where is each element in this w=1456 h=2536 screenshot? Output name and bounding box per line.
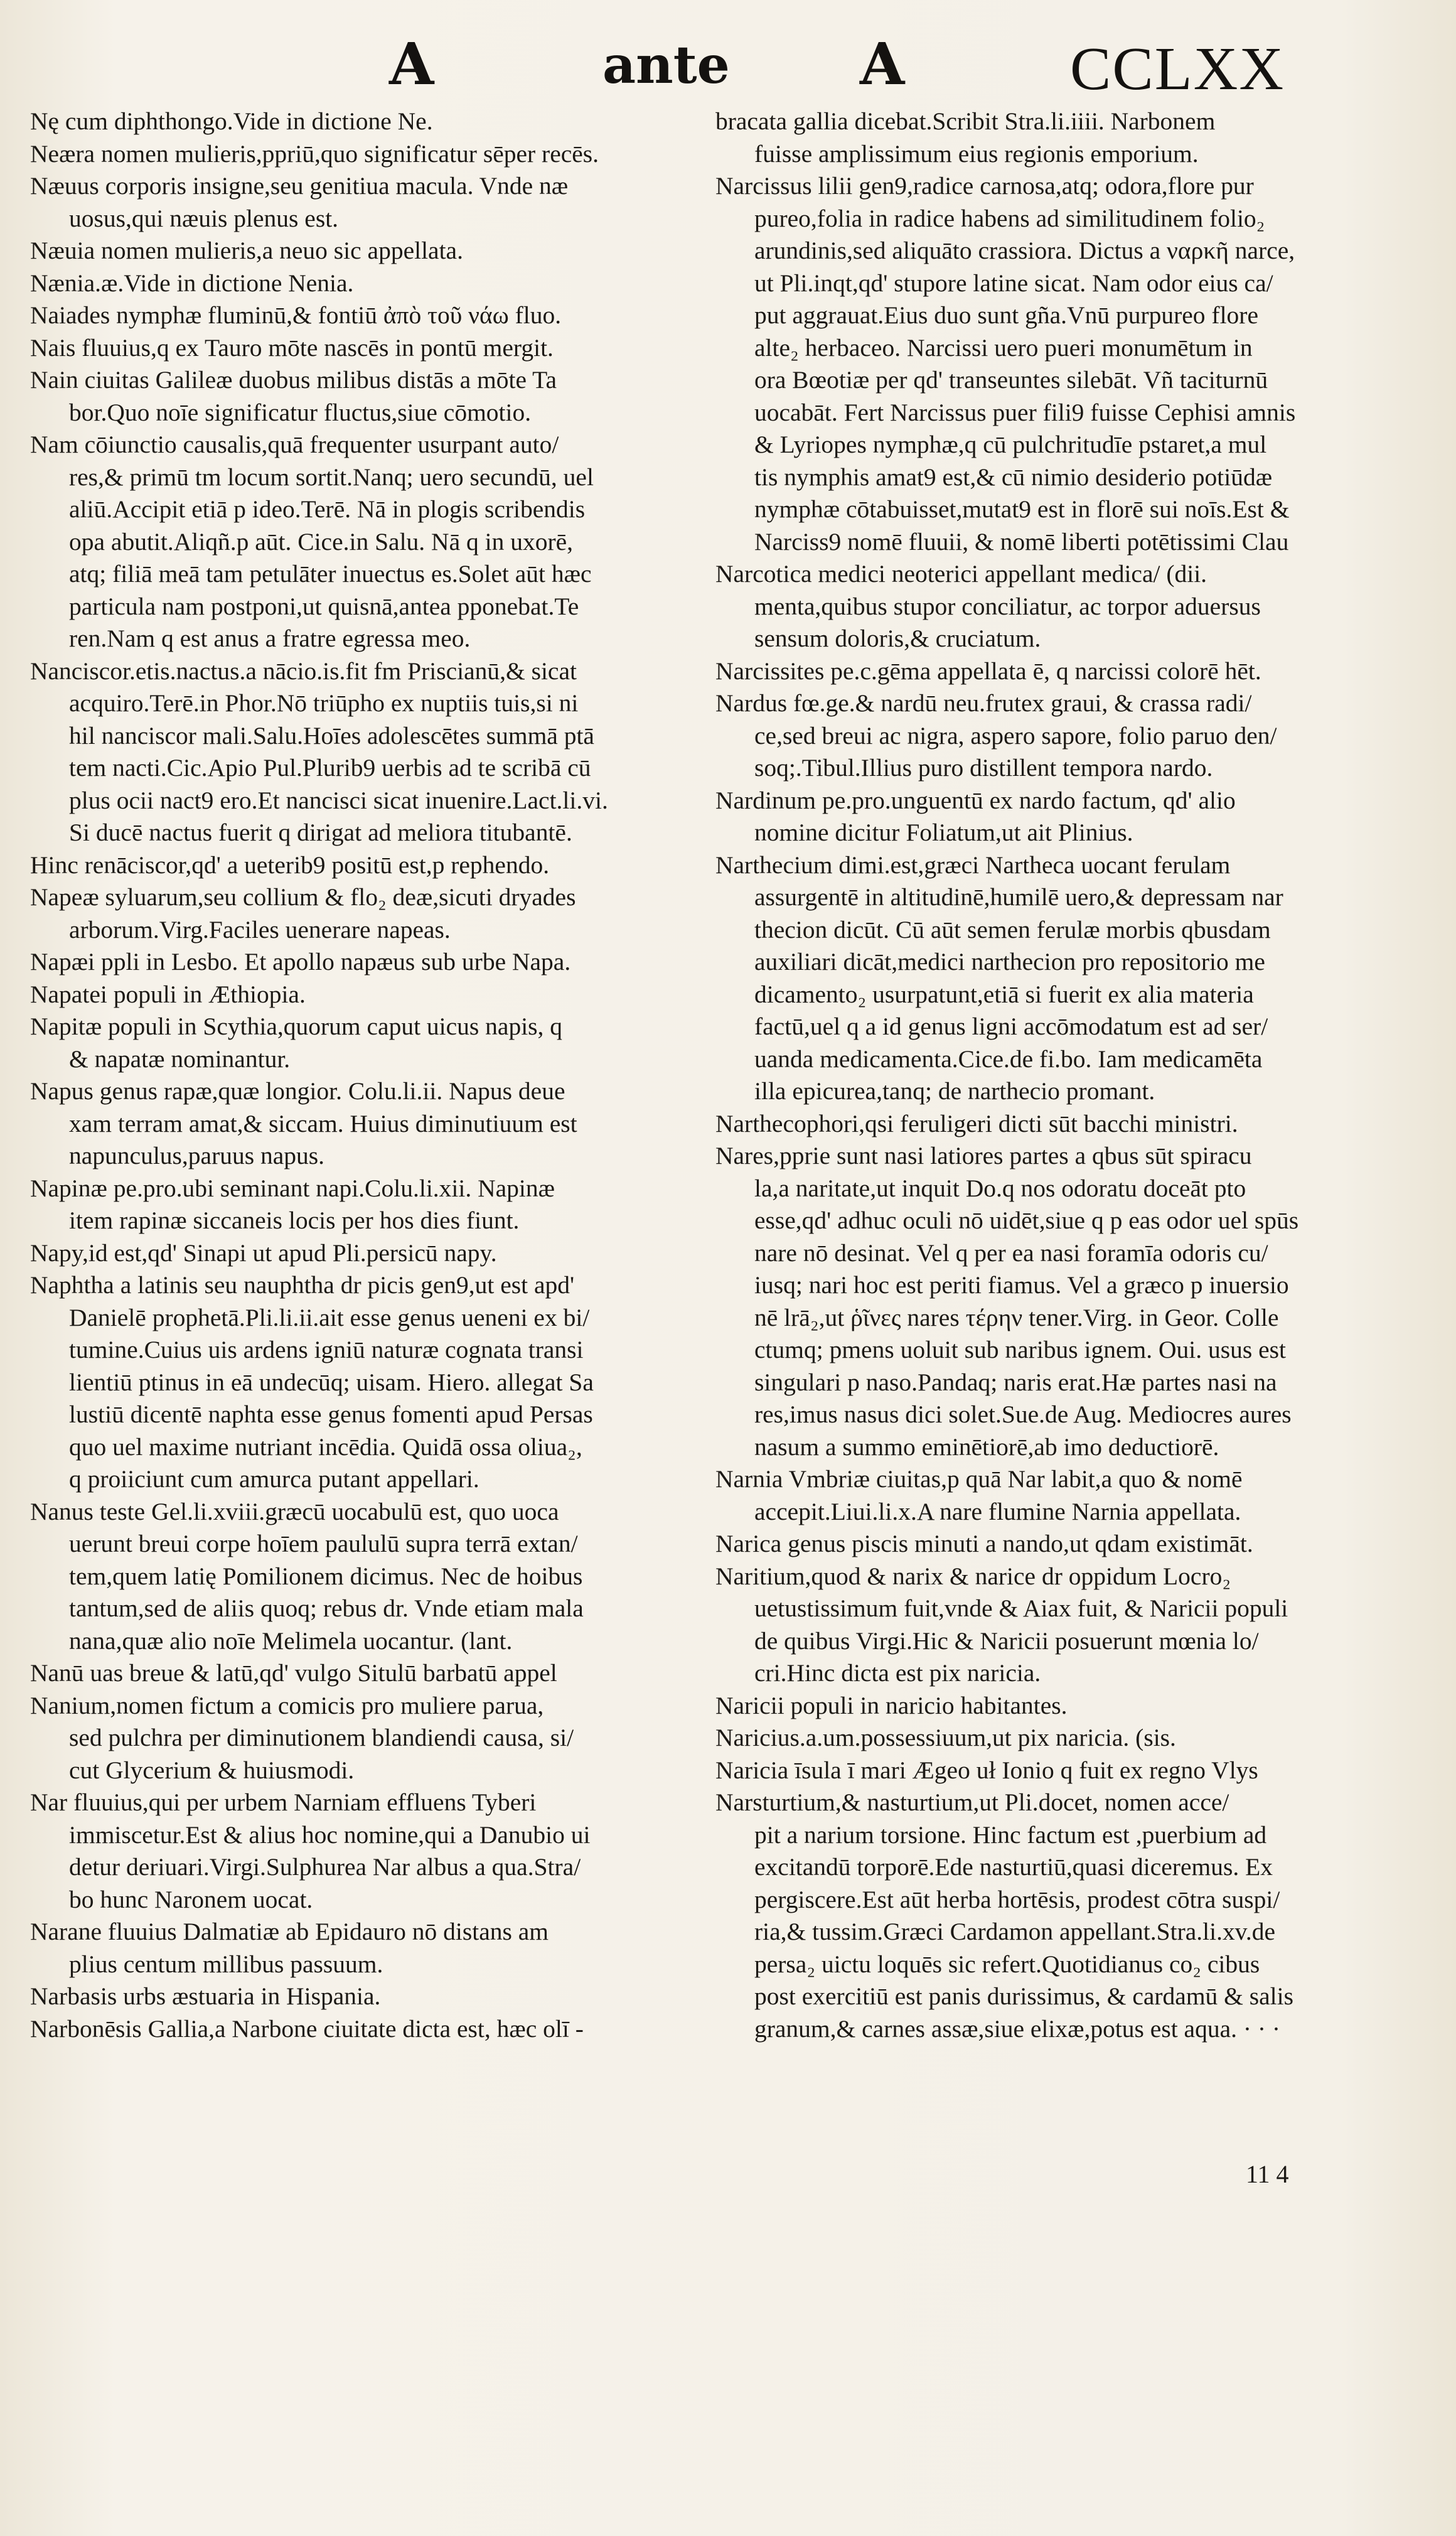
entry-line: Napus genus rapæ,quæ longior. Colu.li.ii. Napus deue xyxy=(30,1077,565,1105)
dictionary-entry xyxy=(715,1690,1387,1722)
entry-line: Narica genus piscis minuti a nando,ut qdam existimāt. xyxy=(715,1530,1253,1557)
entry-line: Nænia.æ.Vide in dictione Nenia. xyxy=(30,269,354,297)
entry-line: Napatei populi in Æthiopia. xyxy=(30,980,306,1008)
entry-line: de quibus Virgi.Hic & Naricii posuerunt mœnia lo/ xyxy=(754,1626,1259,1655)
folio-number: CCLXX xyxy=(1070,35,1285,103)
entry-line: Næuus corporis insigne,seu genitiua macula. Vnde næ xyxy=(30,172,569,200)
entry-line: xam terram amat,& siccam. Huius diminutiuum est xyxy=(69,1109,577,1137)
entry-line: plius centum millibus passuum. xyxy=(69,1950,383,1978)
entry-line: sensum doloris,& cruciatum. xyxy=(754,625,1041,652)
dictionary-entry xyxy=(715,558,1387,655)
entry-line: pit a narium torsione. Hinc factum est ,puerbium ad xyxy=(754,1820,1267,1849)
entry-line: cut Glycerium & huiusmodi. xyxy=(69,1756,355,1784)
dictionary-entry xyxy=(30,429,702,655)
entry-line: & napatæ nominantur. xyxy=(69,1045,291,1073)
entry-line: post exercitiū est panis durissimus, & cardamū & salis xyxy=(754,1982,1293,2010)
dictionary-entry xyxy=(715,105,1387,170)
entry-line: Naricii populi in naricio habitantes. xyxy=(715,1691,1068,1719)
entry-line: lustiū dicentē naphta esse genus fomenti apud Persas xyxy=(69,1400,593,1428)
entry-line: fuisse amplissimum eius regionis emporium. xyxy=(754,139,1199,168)
entry-line: tumine.Cuius uis ardens igniū naturæ cognata transi xyxy=(69,1336,584,1363)
dictionary-entry xyxy=(30,1657,702,1690)
dictionary-entry xyxy=(30,364,702,429)
dictionary-entry xyxy=(30,105,702,138)
entry-line: auxiliari dicāt,medici narthecion pro repositorio me xyxy=(754,948,1265,975)
entry-line: ria,& tussim.Græci Cardamon appellant.Stra.li.xv.de xyxy=(754,1918,1276,1945)
entry-line: immiscetur.Est & alius hoc nomine,qui a Danubio ui xyxy=(69,1820,591,1849)
entry-line: Narsturtium,& nasturtium,ut Pli.docet, nomen acce/ xyxy=(715,1788,1229,1816)
dictionary-entry xyxy=(30,1786,702,1916)
entry-line: tantum,sed de aliis quoq; rebus dr. Vnde etiam mala xyxy=(69,1594,584,1622)
entry-line: pureo,folia in radice habens ad similitudinem folio₂ xyxy=(754,204,1265,232)
dictionary-entry xyxy=(715,1786,1387,2045)
dictionary-entry xyxy=(30,235,702,267)
entry-line: Nanium,nomen fictum a comicis pro muliere parua, xyxy=(30,1691,544,1719)
entry-line: menta,quibus stupor conciliatur, ac torpor aduersus xyxy=(754,592,1261,620)
entry-line: tem,quem latię Pomilionem dicimus. Nec de hoibus xyxy=(69,1562,583,1590)
entry-line: Narciss9 nomē fluuii, & nomē liberti potētissimi Clau xyxy=(754,527,1289,556)
dictionary-entry xyxy=(30,170,702,235)
entry-line: Napeæ syluarum,seu collium & flo₂ deæ,sicuti dryades xyxy=(30,883,576,911)
entry-line: Si ducē nactus fuerit q dirigat ad meliora titubantē. xyxy=(69,819,572,846)
entry-line: nasum a summo eminētiorē,ab imo deductiorē. xyxy=(754,1432,1219,1461)
entry-line: uocabāt. Fert Narcissus puer fili9 fuisse Cephisi amnis xyxy=(754,398,1296,426)
dictionary-entry xyxy=(715,1561,1387,1690)
entry-line: Naricius.a.um.possessiuum,ut pix naricia. (sis. xyxy=(715,1724,1176,1751)
signature-mark: 11 4 xyxy=(1246,2160,1289,2188)
entry-line: bo hunc Naronem uocat. xyxy=(69,1885,313,1913)
dictionary-entry xyxy=(30,299,702,332)
entry-line: alte₂ herbaceo. Narcissi uero pueri monumētum in xyxy=(754,333,1253,362)
right-column xyxy=(715,105,1387,2045)
entry-line: res,imus nasus dici solet.Sue.de Aug. Mediocres aures xyxy=(754,1400,1292,1428)
entry-line: Narnia Vmbriæ ciuitas,p quā Nar labit,a quo & nomē xyxy=(715,1465,1243,1493)
header-word: ante xyxy=(602,35,730,95)
entry-line: Napy,id est,qd' Sinapi ut apud Pli.persicū napy. xyxy=(30,1238,497,1267)
dictionary-entry xyxy=(30,849,702,882)
entry-line: particula nam postponi,ut quisnā,antea pponebat.Te xyxy=(69,592,579,620)
entry-line: tem nacti.Cic.Apio Pul.Plurib9 uerbis ad te scribā cū xyxy=(69,754,591,782)
entry-line: napunculus,paruus napus. xyxy=(69,1142,324,1169)
entry-line: Nais fluuius,q ex Tauro mōte nascēs in pontū mergit. xyxy=(30,333,554,362)
entry-line: quo uel maxime nutriant incēdia. Quidā ossa oliua₂, xyxy=(69,1432,582,1461)
entry-line: Næuia nomen mulieris,a neuo sic appellata. xyxy=(30,237,463,264)
entry-line: bor.Quo noīe significatur fluctus,siue cōmotio. xyxy=(69,398,532,426)
dictionary-entry xyxy=(30,1011,702,1075)
dictionary-entry xyxy=(30,332,702,365)
dictionary-entry xyxy=(715,1722,1387,1754)
entry-line: ut Pli.inqt,qd' stupore latine sicat. Nam odor eius ca/ xyxy=(754,269,1273,297)
entry-line: res,& primū tm locum sortit.Nanq; uero secundū, uel xyxy=(69,463,594,491)
entry-line: acquiro.Terē.in Phor.Nō triūpho ex nuptiis tuis,si ni xyxy=(69,689,579,717)
entry-line: nare nō desinat. Vel q per ea nasi foramīa odoris cu/ xyxy=(754,1238,1268,1267)
entry-line: Narthecophori,qsi feruligeri dicti sūt bacchi ministri. xyxy=(715,1109,1238,1137)
dictionary-entry xyxy=(715,655,1387,688)
entry-line: singulari p naso.Pandaq; naris erat.Hæ partes nasi na xyxy=(754,1368,1277,1396)
entry-line: uanda medicamenta.Cice.de fi.bo. Iam medicamēta xyxy=(754,1045,1263,1073)
entry-line: ora Bœotiæ per qd' transeuntes silebāt. Vñ taciturnū xyxy=(754,366,1268,394)
entry-line: factū,uel q a id genus ligni accōmodatum est ad ser/ xyxy=(754,1013,1268,1040)
entry-line: Narcotica medici neoterici appellant medica/ (dii. xyxy=(715,560,1207,588)
dictionary-entry xyxy=(30,267,702,300)
entry-line: atq; filiā meā tam petulāter inuectus es.Solet aūt hæc xyxy=(69,560,592,588)
dictionary-entry xyxy=(30,1690,702,1787)
dictionary-entry xyxy=(30,1173,702,1237)
entry-line: granum,& carnes assæ,siue elixæ,potus est aqua. · · · xyxy=(754,2014,1281,2043)
entry-line: uosus,qui næuis plenus est. xyxy=(69,204,339,232)
entry-line: Narbasis urbs æstuaria in Hispania. xyxy=(30,1982,381,2010)
page-header xyxy=(0,30,1456,103)
dictionary-entry xyxy=(715,1463,1387,1528)
dictionary-entry xyxy=(30,1980,702,2013)
entry-line: lientiū ptinus in eā undecūq; uisam. Hiero. allegat Sa xyxy=(69,1368,594,1396)
entry-line: Narcissus lilii gen9,radice carnosa,atq; odora,flore pur xyxy=(715,172,1254,200)
entry-line: Nain ciuitas Galileæ duobus milibus distās a mōte Ta xyxy=(30,366,557,394)
header-letter-left: A xyxy=(389,30,434,98)
entry-line: uerunt breui corpe hoīem paululū supra terrā extan/ xyxy=(69,1530,578,1557)
entry-line: Napitæ populi in Scythia,quorum caput uicus napis, q xyxy=(30,1013,563,1040)
header-letter-right: A xyxy=(860,30,905,98)
entry-line: tis nymphis amat9 est,& cū nimio desiderio potiūdæ xyxy=(754,463,1273,491)
entry-line: cri.Hinc dicta est pix naricia. xyxy=(754,1659,1041,1687)
entry-line: sed pulchra per diminutionem blandiendi causa, si/ xyxy=(69,1724,574,1751)
entry-line: Naricia īsula ī mari Ægeo uł Ionio q fuit ex regno Vlys xyxy=(715,1756,1258,1784)
entry-line: ctumq; pmens uoluit sub naribus ignem. Oui. usus est xyxy=(754,1336,1287,1363)
entry-line: put aggrauat.Eius duo sunt gña.Vnū purpureo flore xyxy=(754,301,1258,329)
entry-line: aliū.Accipit etiā p ideo.Terē. Nā in plogis scribendis xyxy=(69,495,586,523)
dictionary-entry xyxy=(715,849,1387,1108)
entry-line: plus ocii nact9 ero.Et nancisci sicat inuenire.Lact.li.vi. xyxy=(69,786,608,814)
dictionary-entry xyxy=(30,138,702,171)
entry-line: bracata gallia dicebat.Scribit Stra.li.iiii. Narbonem xyxy=(715,107,1216,135)
entry-line: assurgentē in altitudinē,humilē uero,& depressam nar xyxy=(754,883,1283,911)
dictionary-entry xyxy=(30,1269,702,1496)
entry-line: item rapinæ siccaneis locis per hos dies fiunt. xyxy=(69,1206,520,1234)
entry-line: nana,quæ alio noīe Melimela uocantur. (lant. xyxy=(69,1626,513,1655)
entry-line: Nanus teste Gel.li.xviii.græcū uocabulū est, quo uoca xyxy=(30,1497,559,1525)
entry-line: arundinis,sed aliquāto crassiora. Dictus a ναρκῆ narce, xyxy=(754,237,1295,264)
entry-line: ce,sed breui ac nigra, aspero sapore, folio paruo den/ xyxy=(754,721,1277,750)
entry-line: Napæi ppli in Lesbo. Et apollo napæus sub urbe Napa. xyxy=(30,948,571,975)
entry-line: Narthecium dimi.est,græci Nartheca uocant ferulam xyxy=(715,851,1231,879)
entry-line: pergiscere.Est aūt herba hortēsis, prodest cōtra suspi/ xyxy=(754,1885,1280,1913)
entry-line: iusq; nari hoc est periti fiamus. Vel a græco p inuersio xyxy=(754,1271,1289,1299)
dictionary-entry xyxy=(30,946,702,979)
entry-line: Nam cōiunctio causalis,quā frequenter usurpant auto/ xyxy=(30,431,559,458)
entry-line: soq;.Tibul.Illius puro distillent tempora nardo. xyxy=(754,754,1213,782)
entry-line: Narcissites pe.c.gēma appellata ē, q narcissi colorē hēt. xyxy=(715,657,1261,685)
dictionary-entry xyxy=(30,655,702,849)
entry-line: Nares,pprie sunt nasi latiores partes a qbus sūt spiracu xyxy=(715,1142,1252,1169)
entry-line: excitandū torporē.Ede nasturtiū,quasi diceremus. Ex xyxy=(754,1853,1273,1881)
entry-line: Narane fluuius Dalmatiæ ab Epidauro nō distans am xyxy=(30,1918,549,1945)
entry-line: ren.Nam q est anus a fratre egressa meo. xyxy=(69,625,471,652)
entry-line: accepit.Liui.li.x.A nare flumine Narnia appellata. xyxy=(754,1497,1241,1525)
entry-line: Nardus fœ.ge.& nardū neu.frutex graui, & crassa radi/ xyxy=(715,689,1252,717)
entry-line: nymphæ cōtabuisset,mutat9 est in florē sui noīs.Est & xyxy=(754,495,1290,523)
entry-line: illa epicurea,tanq; de narthecio promant. xyxy=(754,1077,1155,1105)
dictionary-entry xyxy=(715,170,1387,558)
entry-line: opa abutit.Aliqñ.p aūt. Cice.in Salu. Nā q in uxorē, xyxy=(69,527,574,556)
entry-line: la,a naritate,ut inquit Do.q nos odoratu doceāt pto xyxy=(754,1174,1246,1202)
dictionary-entry xyxy=(715,687,1387,785)
dictionary-entry xyxy=(715,1140,1387,1463)
entry-line: Nar fluuius,qui per urbem Narniam effluens Tyberi xyxy=(30,1788,537,1816)
entry-line: dicamento₂ usurpatunt,etiā si fuerit ex alia materia xyxy=(754,980,1254,1008)
entry-line: Napinæ pe.pro.ubi seminant napi.Colu.li.xii. Napinæ xyxy=(30,1174,555,1202)
entry-line: q proiiciunt cum amurca putant appellari. xyxy=(69,1465,479,1493)
entry-line: Nanū uas breue & latū,qd' vulgo Situlū barbatū appel xyxy=(30,1659,557,1687)
entry-line: Naiades nymphæ fluminū,& fontiū ἀπὸ τοῦ νάω fluo. xyxy=(30,301,562,329)
dictionary-entry xyxy=(30,881,702,946)
entry-line: Nanciscor.etis.nactus.a nācio.is.fit fm Priscianū,& sicat xyxy=(30,657,577,685)
entry-line: thecion dicūt. Cū aūt semen ferulæ morbis qbusdam xyxy=(754,915,1271,943)
entry-line: Nardinum pe.pro.unguentū ex nardo factum, qd' alio xyxy=(715,786,1236,814)
entry-line: Naritium,quod & narix & narice dr oppidum Locro₂ xyxy=(715,1562,1231,1590)
entry-line: esse,qd' adhuc oculi nō uidēt,siue q p eas odor uel spūs xyxy=(754,1206,1299,1234)
entry-line: Danielē prophetā.Pli.li.ii.ait esse genus ueneni ex bi/ xyxy=(69,1303,590,1331)
entry-line: Hinc renāciscor,qd' a ueterib9 positū est,p rephendo. xyxy=(30,851,550,879)
entry-line: uetustissimum fuit,vnde & Aiax fuit, & Naricii populi xyxy=(754,1594,1288,1622)
dictionary-entry xyxy=(715,785,1387,849)
dictionary-entry xyxy=(30,979,702,1011)
entry-line: detur deriuari.Virgi.Sulphurea Nar albus a qua.Stra/ xyxy=(69,1853,581,1881)
entry-line: Narbonēsis Gallia,a Narbone ciuitate dicta est, hæc olī - xyxy=(30,2014,584,2043)
entry-line: Naphtha a latinis seu nauphtha dr picis gen9,ut est apd' xyxy=(30,1271,575,1299)
entry-line: hil nanciscor mali.Salu.Hoīes adolescētes summā ptā xyxy=(69,721,594,750)
entry-line: Neæra nomen mulieris,ppriū,quo significatur sēper recēs. xyxy=(30,139,599,168)
left-column xyxy=(30,105,702,2045)
dictionary-entry xyxy=(715,1108,1387,1141)
entry-line: persa₂ uictu loquēs sic refert.Quotidianus co₂ cibus xyxy=(754,1950,1260,1978)
dictionary-entry xyxy=(30,1237,702,1270)
dictionary-entry xyxy=(30,2013,702,2046)
dictionary-entry xyxy=(30,1496,702,1658)
entry-line: nē lrā₂,ut ῥῖνες nares τέρην tener.Virg. in Geor. Colle xyxy=(754,1303,1279,1331)
dictionary-entry xyxy=(715,1754,1387,1787)
entry-line: nomine dicitur Foliatum,ut ait Plinius. xyxy=(754,819,1133,846)
dictionary-entry xyxy=(30,1075,702,1173)
dictionary-entry xyxy=(715,1528,1387,1561)
dictionary-entry xyxy=(30,1916,702,1980)
entry-line: arborum.Virg.Faciles uenerare napeas. xyxy=(69,915,451,943)
entry-line: Nę cum diphthongo.Vide in dictione Ne. xyxy=(30,107,433,135)
entry-line: & Lyriopes nymphæ,q cū pulchritudīe pstaret,a mul xyxy=(754,431,1267,458)
